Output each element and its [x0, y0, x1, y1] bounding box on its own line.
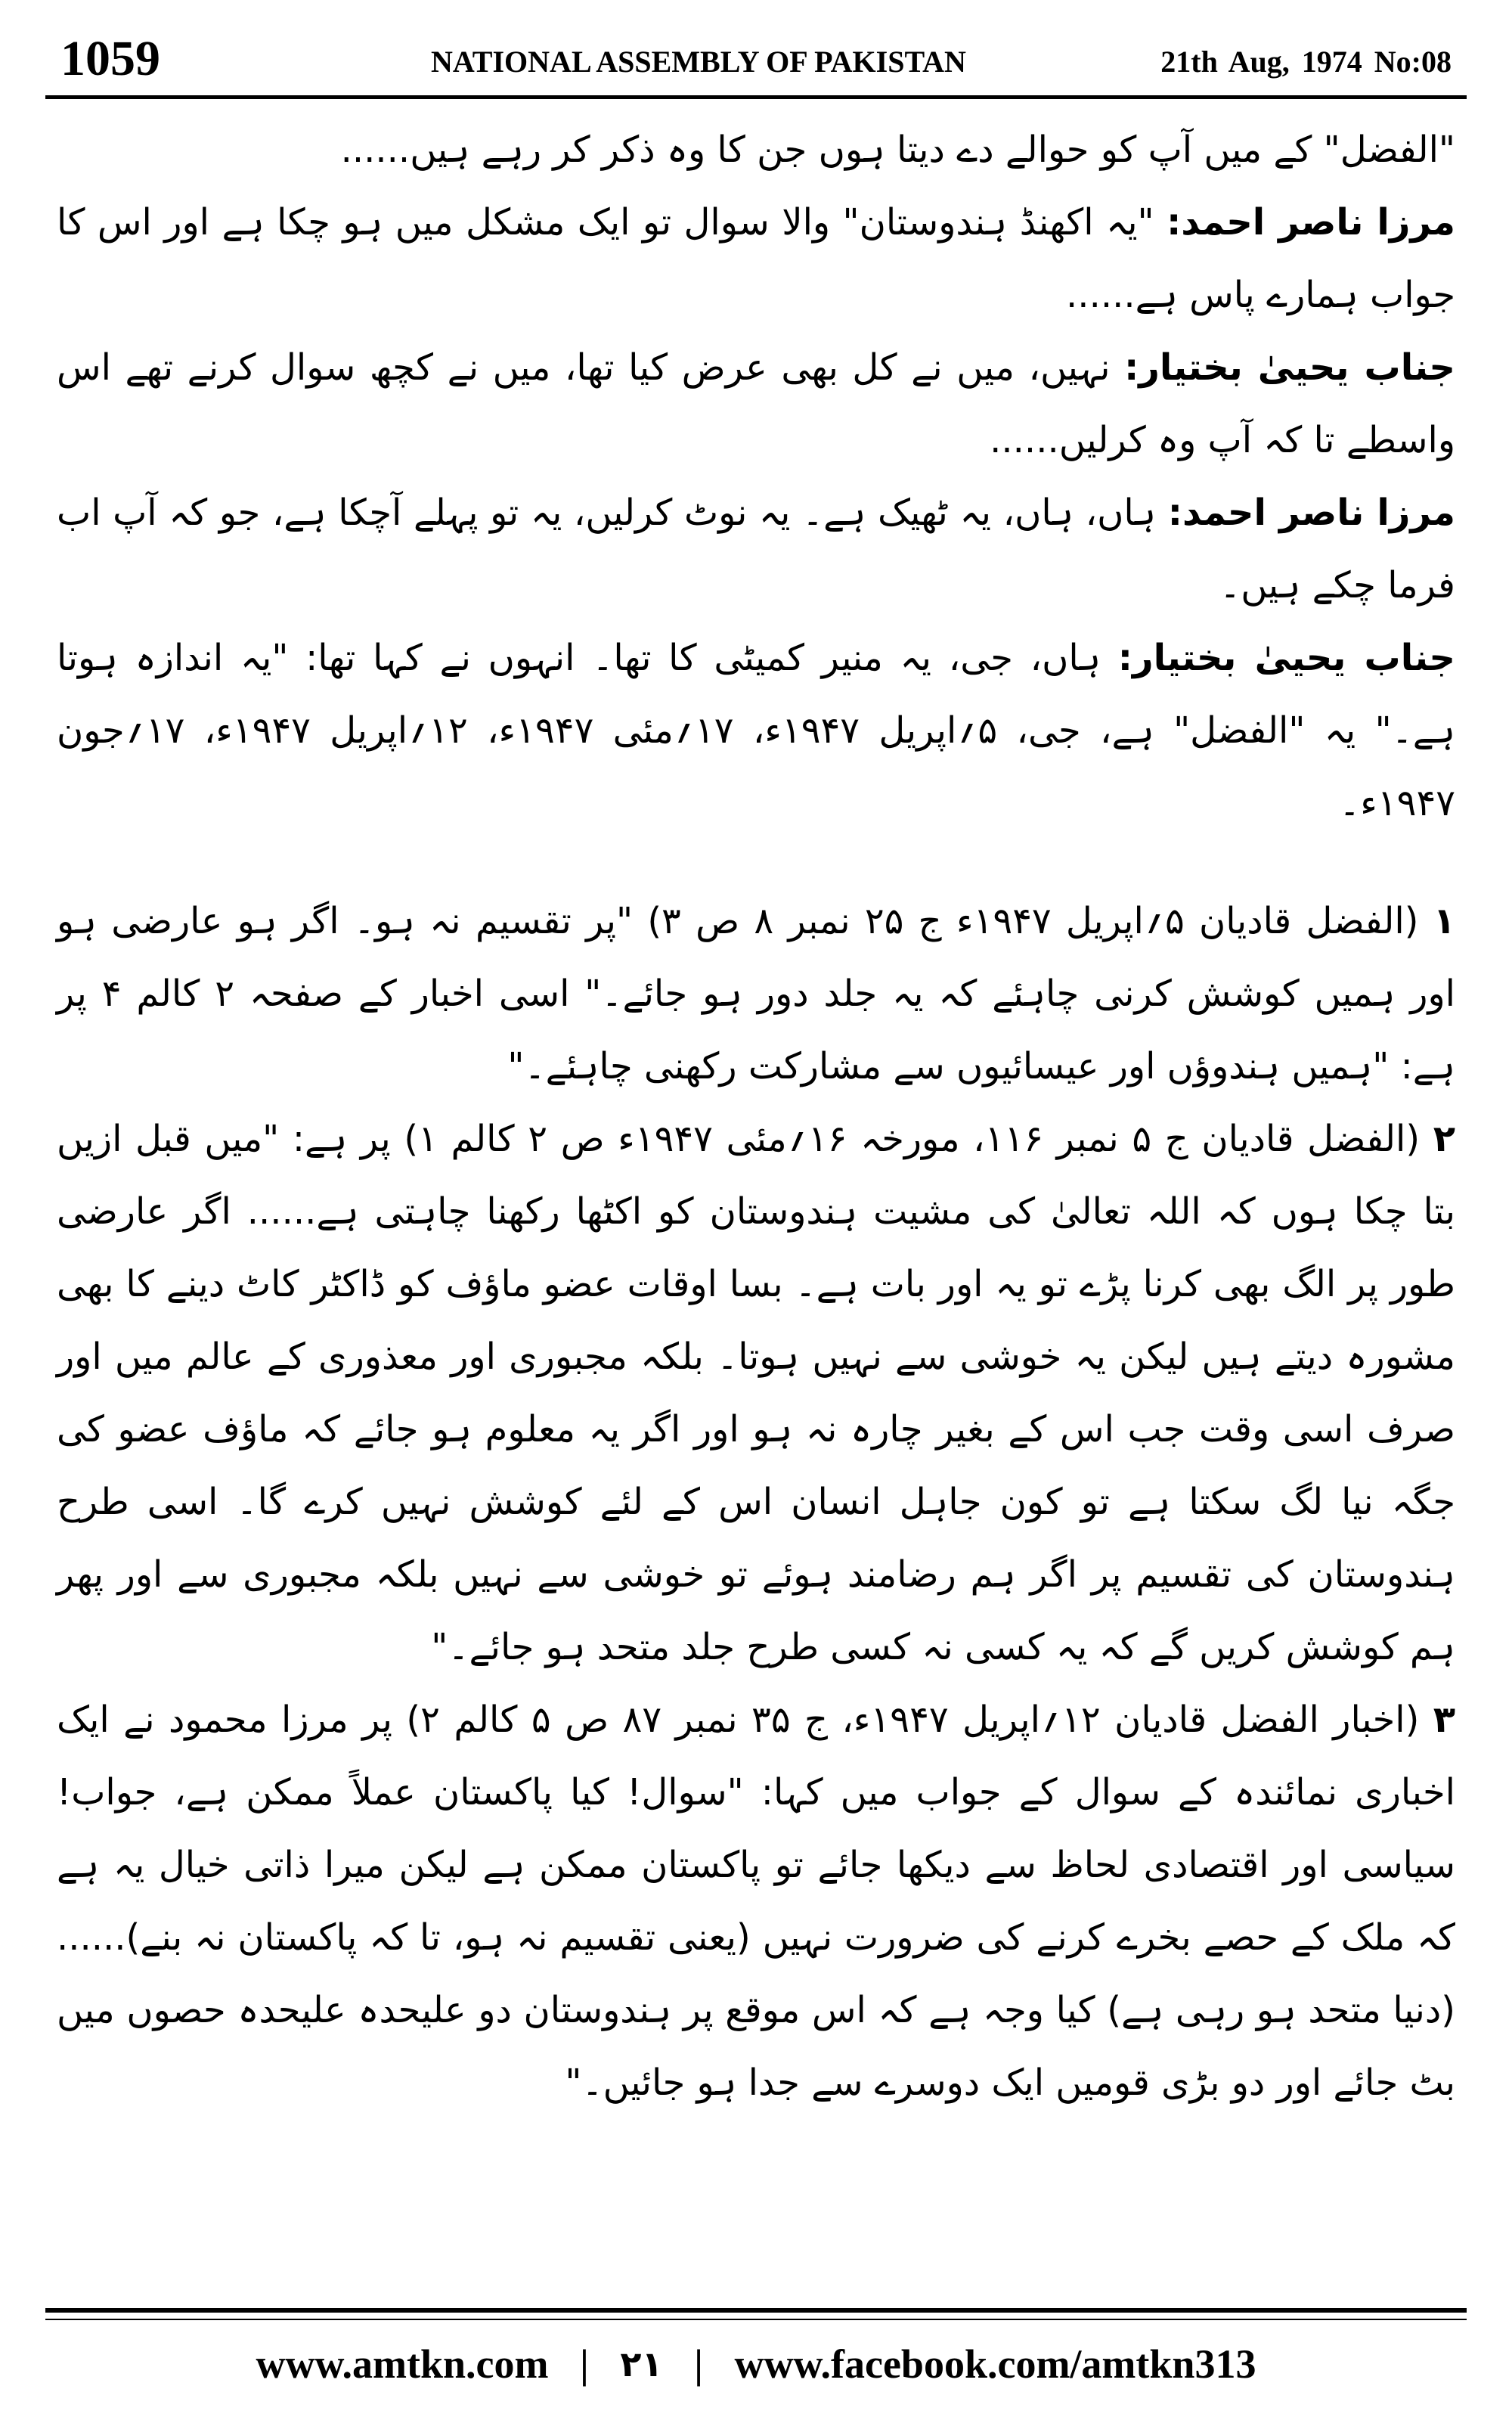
speaker-label: جناب یحییٰ بختیار:	[1124, 346, 1456, 389]
speaker-label: جناب یحییٰ بختیار:	[1117, 637, 1455, 679]
publication-title: NATIONAL ASSEMBLY OF PAKISTAN	[431, 45, 966, 79]
speaker-label: مرزا ناصر احمد:	[1167, 492, 1456, 534]
footnote-1	[57, 885, 1455, 1103]
footnote-2	[57, 1103, 1455, 1683]
speech-text: نہیں، میں نے کل بھی عرض کیا تھا، میں نے کچھ سوال کرنے تھے اس واسطے تا کہ آپ وہ کرلیں......	[57, 346, 1455, 461]
paragraph-5	[57, 622, 1455, 839]
footer-separator: |	[580, 2341, 589, 2387]
paragraph-3	[57, 331, 1455, 476]
footer-rule	[45, 2308, 1467, 2313]
page-header	[30, 29, 1482, 89]
footnote-number: ۳	[1433, 1699, 1456, 1741]
paragraph-1: "الفضل" کے میں آپ کو حوالے دے دیتا ہوں جن کا وہ ذکر کر رہے ہیں......	[340, 129, 1455, 171]
website-link[interactable]: www.amtkn.com	[256, 2341, 549, 2387]
speaker-label: مرزا ناصر احمد:	[1167, 201, 1456, 244]
footnote-text: (الفضل قادیان ج ۵ نمبر ۱۱۶، مورخہ ۱۶؍مئی ۱۹۴۷ء ص ۲ کالم ۱) پر ہے: "میں قبل ازیں بتا چکا ہوں کہ اللہ تعالیٰ کی مشیت ہندوستان کو اکٹھا رکھنا چاہتی ہے...... اگر عارضی طور پر الگ بھی کرنا پڑے تو یہ اور بات ہے۔ بسا اوقات عضو ماؤف کو ڈاکٹر کاٹ دینے کا بھی مشورہ دیتے ہیں لیکن یہ خوشی سے نہیں ہوتا۔ بلکہ مجبوری اور معذوری کے عالم میں اور صرف اسی وقت جب اس کے بغیر چارہ نہ ہو اور اگر یہ معلوم ہو جائے کہ ماؤف عضو کی جگہ نیا لگ سکتا ہے تو کون جاہل انسان اس کے لئے کوشش نہیں کرے گا۔ اسی طرح ہندوستان کی تقسیم پر اگر ہم رضامند ہوئے تو خوشی سے نہیں بلکہ مجبوری سے اور پھر ہم کوشش کریں گے کہ یہ کسی نہ کسی طرح جلد متحد ہو جائے۔"	[57, 1118, 1456, 1668]
paragraph-4	[57, 476, 1455, 622]
footer-rule-thin	[45, 2319, 1467, 2320]
speech-text: ہاں، ہاں، یہ ٹھیک ہے۔ یہ نوٹ کرلیں، یہ تو پہلے آچکا ہے، جو کہ آپ اب فرما چکے ہیں۔	[57, 492, 1455, 607]
issue-number: No:08	[1374, 45, 1452, 79]
footer-separator: |	[694, 2341, 703, 2387]
footer-page-number: ۲۱	[620, 2343, 663, 2384]
issue-date: 21th Aug, 1974	[1160, 45, 1362, 79]
speech-text: ہاں، جی، یہ منیر کمیٹی کا تھا۔ انہوں نے کہا تھا: "یہ اندازہ ہوتا ہے۔" یہ "الفضل" ہے، جی، ۵؍اپریل ۱۹۴۷ء، ۱۷؍مئی ۱۹۴۷ء، ۱۲؍اپریل ۱۹۴۷ء، ۱۷؍جون ۱۹۴۷ء۔	[57, 637, 1456, 824]
page-number: 1059	[60, 31, 160, 86]
facebook-link[interactable]: www.facebook.com/amtkn313	[734, 2341, 1256, 2387]
footnote-number: ۱	[1433, 900, 1455, 942]
issue-info	[1160, 39, 1452, 85]
footnote-number: ۲	[1433, 1118, 1456, 1160]
footnote-text: (اخبار الفضل قادیان ۱۲؍اپریل ۱۹۴۷ء، ج ۳۵ نمبر ۸۷ ص ۵ کالم ۲) پر مرزا محمود نے ایک اخباری نمائندہ کے سوال کے جواب میں کہا: "سوال! کیا پاکستان عملاً ممکن ہے، جواب! سیاسی اور اقتصادی لحاظ سے دیکھا جائے تو پاکستان ممکن ہے لیکن میرا ذاتی خیال یہ ہے کہ ملک کے حصے بخرے کرنے کی ضرورت نہیں (یعنی تقسیم نہ ہو، تا کہ پاکستان نہ بنے)...... (دنیا متحد ہو رہی ہے) کیا وجہ ہے کہ اس موقع پر ہندوستان دو علیحدہ علیحدہ حصوں میں بٹ جائے اور دو بڑی قومیں ایک دوسرے سے جدا ہو جائیں۔"	[57, 1699, 1455, 2104]
page-body	[57, 113, 1455, 2119]
footnote-text: (الفضل قادیان ۵؍اپریل ۱۹۴۷ء ج ۲۵ نمبر ۸ ص ۳) "پر تقسیم نہ ہو۔ اگر ہو عارضی ہو اور ہمیں کوشش کرنی چاہئے کہ یہ جلد دور ہو جائے۔" اسی اخبار کے صفحہ ۲ کالم ۴ پر ہے: "ہمیں ہندوؤں اور عیسائیوں سے مشارکت رکھنی چاہئے۔"	[57, 900, 1455, 1087]
paragraph-2	[57, 186, 1455, 331]
speech-text: "یہ اکھنڈ ہندوستان" والا سوال تو ایک مشکل میں ہو چکا ہے اور اس کا جواب ہمارے پاس ہے......	[57, 201, 1455, 316]
header-rule	[45, 95, 1467, 99]
page-footer	[0, 2329, 1512, 2390]
footnote-3	[57, 1683, 1455, 2119]
section-gap	[57, 839, 1455, 885]
